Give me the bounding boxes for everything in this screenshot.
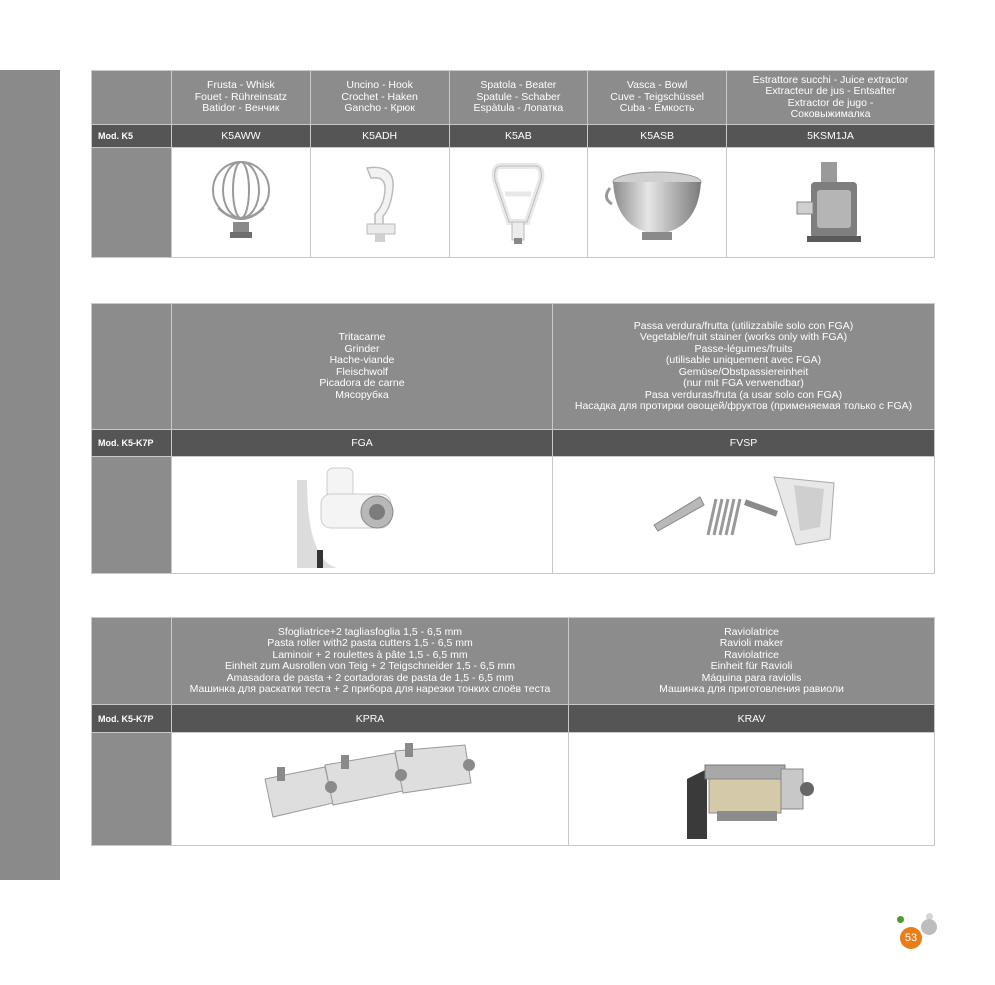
strainer-image — [553, 457, 935, 574]
header-corner — [92, 304, 172, 430]
side-bar — [0, 70, 60, 880]
header-corner — [92, 71, 172, 125]
header-bowl: Vasca - Bowl Cuve - Teigschüssel Cuba - Ёмкость — [588, 71, 727, 125]
header-pasta-roller: Sfogliatrice+2 tagliasfoglia 1,5 - 6,5 mm Pasta roller with2 pasta cutters 1,5 - 6,5 mm Laminoir + 2 roulettes à pâte 1,5 - 6,5 mm Einheit zum Ausrollen von Teig + 2 Teigschneider 1,5 - 6,5 mm Amasadora de pasta + 2 cortadoras de pasta de 1,5 - 6,5 mm Машинка для раскатки теста + 2 прибора для нарезки тонких слоёв теста — [172, 618, 569, 705]
image-corner — [92, 148, 172, 258]
juicer-image — [727, 148, 935, 258]
header-whisk: Frusta - Whisk Fouet - Rühreinsatz Batidor - Венчик — [172, 71, 311, 125]
product-code: KRAV — [569, 705, 935, 733]
model-label: Mod. K5-K7P — [92, 705, 172, 733]
header-juicer: Estrattore succhi - Juice extractor Extracteur de jus - Entsafter Extractor de jugo - Соковыжималка — [727, 71, 935, 125]
product-code: 5KSM1JA — [727, 125, 935, 148]
accessory-table-k5 — [91, 70, 935, 258]
model-label: Mod. K5 — [92, 125, 172, 148]
header-hook: Uncino - Hook Crochet - Haken Gancho - Крюк — [310, 71, 449, 125]
header-corner — [92, 618, 172, 705]
product-code: FGA — [172, 430, 553, 457]
header-ravioli: Raviolatrice Ravioli maker Raviolatrice Einheit für Ravioli Máquina para raviolis Машинка для приготовления равиоли — [569, 618, 935, 705]
image-corner — [92, 457, 172, 574]
product-code: K5AB — [449, 125, 588, 148]
model-label: Mod. K5-K7P — [92, 430, 172, 457]
page-number: 53 — [900, 927, 922, 949]
product-code: FVSP — [553, 430, 935, 457]
beater-image — [449, 148, 588, 258]
ravioli-maker-image — [569, 733, 935, 846]
header-beater: Spatola - Beater Spatule - Schaber Espàtula - Лопатка — [449, 71, 588, 125]
decor-dot-gray — [921, 919, 937, 935]
whisk-image — [172, 148, 311, 258]
hook-image — [310, 148, 449, 258]
accessory-table-pasta — [91, 617, 935, 846]
product-code: K5AWW — [172, 125, 311, 148]
product-code: KPRA — [172, 705, 569, 733]
decor-dot-green — [897, 916, 904, 923]
pasta-rollers-image — [172, 733, 569, 846]
product-code: K5ASB — [588, 125, 727, 148]
product-code: K5ADH — [310, 125, 449, 148]
header-strainer: Passa verdura/frutta (utilizzabile solo con FGA) Vegetable/fruit stainer (works only with FGA) Passe-légumes/fruits (utilisable uniquement avec FGA) Gemüse/Obstpassiereinheit (nur mit FGA verwendbar) Pasa verduras/fruta (a usar solo con FGA) Насадка для протирки овощей/фруктов (применяемая только с FGA) — [553, 304, 935, 430]
image-corner — [92, 733, 172, 846]
header-grinder: Tritacarne Grinder Hache-viande Fleischwolf Picadora de carne Мясорубка — [172, 304, 553, 430]
grinder-image — [172, 457, 553, 574]
bowl-image — [588, 148, 727, 258]
accessory-table-grinder — [91, 303, 935, 574]
